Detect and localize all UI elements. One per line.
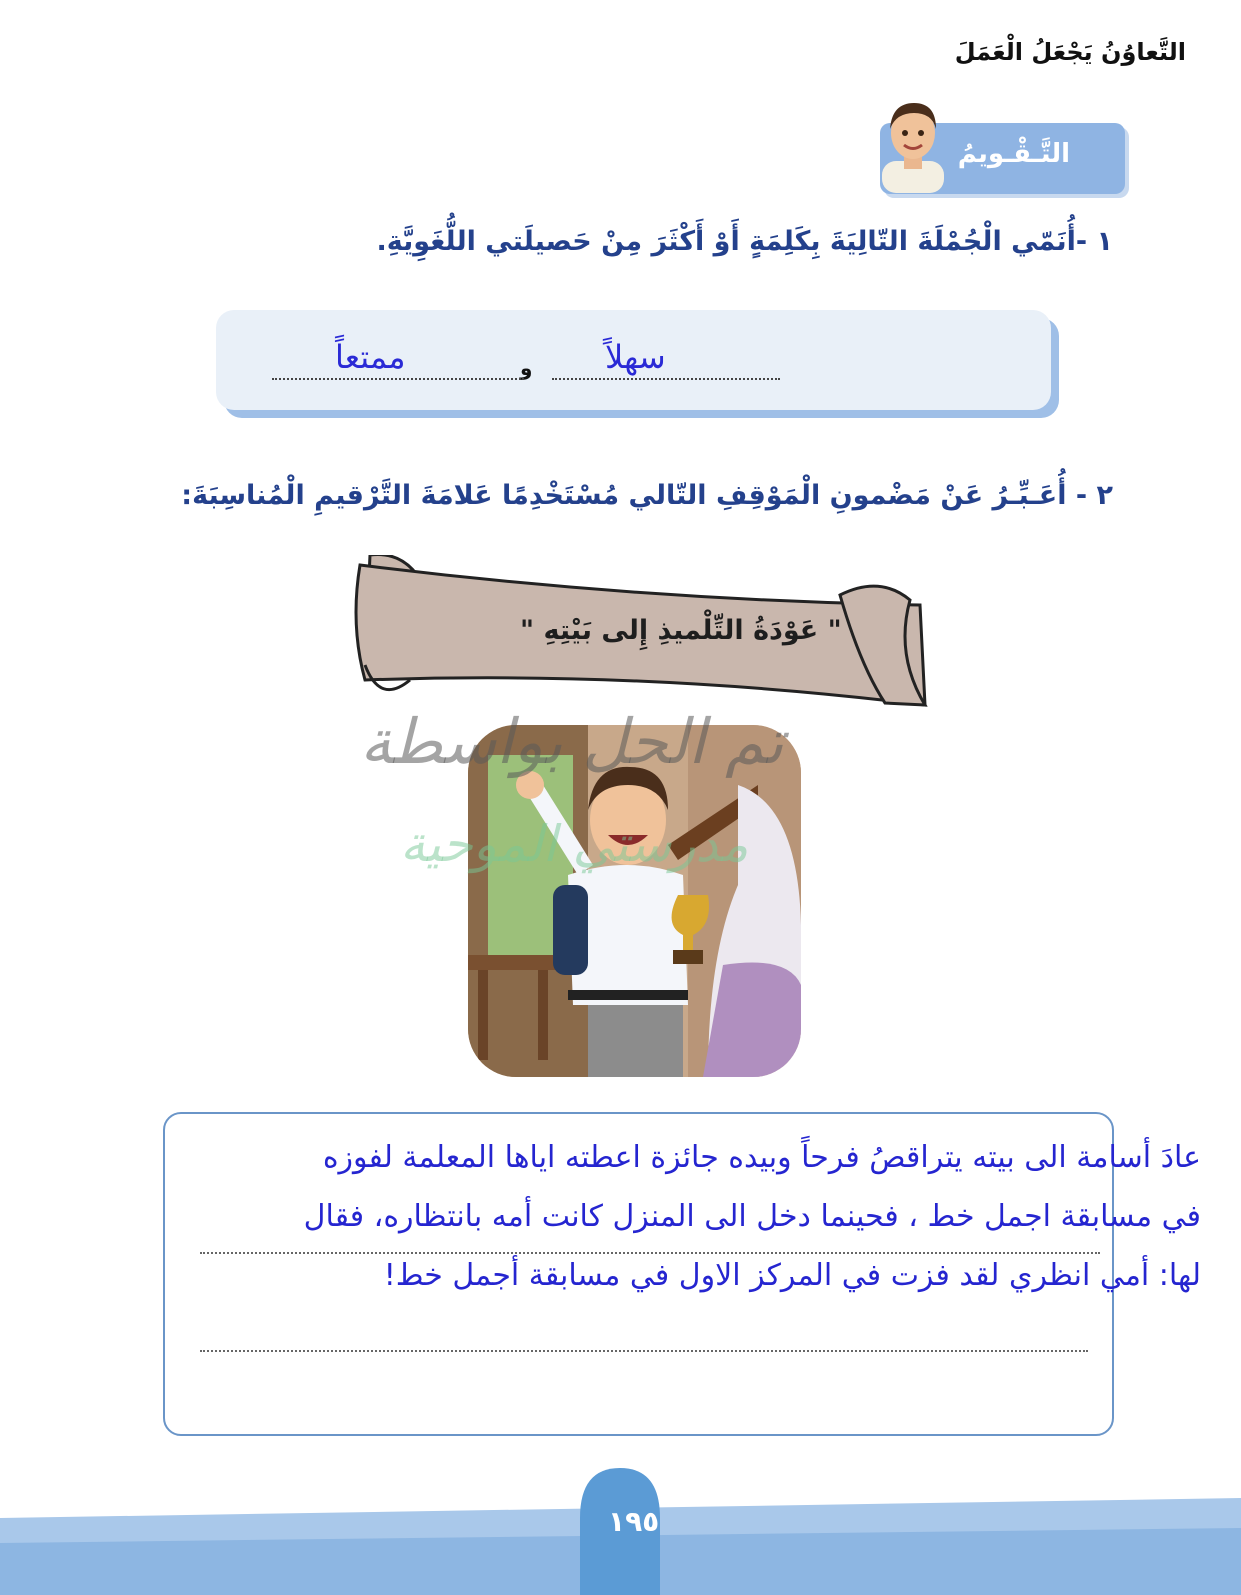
answer-word-1[interactable]: سهلاً (605, 338, 666, 376)
section-title: التَّـقْـويمُ (957, 139, 1070, 169)
answer-dotted-line-2 (200, 1350, 1088, 1352)
sentence-stem: التَّعاوُنُ يَجْعَلُ الْعَمَلَ (954, 38, 1186, 66)
watermark-line-1: تم الحل بواسطة (360, 705, 784, 778)
answer-paragraph: عادَ أسامة الى بيته يتراقصُ فرحاً وبيده جائزة اعطته اياها المعلمة لفوزه في مسابقة اجمل خط ، فحينما دخل الى المنزل كانت أمه بانتظاره، فقال لها: أمي انظري لقد فزت في المركز الاول في مسابقة أجمل خط! (303, 1140, 1201, 1293)
conjunction: و (520, 356, 533, 380)
blank-line-1 (552, 378, 780, 380)
page-number: ١٩٥ (608, 1505, 660, 1538)
blank-line-2 (272, 378, 524, 380)
boy-avatar-icon (874, 95, 952, 193)
banner-title: " عَوْدَةُ التِّلْميذِ إِلى بَيْتِهِ " (520, 615, 842, 646)
question-1: ١ -أُنَمّي الْجُمْلَةَ التّالِيَةَ بِكَلِمَةٍ أَوْ أَكْثَرَ مِنْ حَصيلَتي اللُّغَوِيَّةِ. (376, 226, 1113, 257)
section-badge (880, 123, 1125, 194)
question-2: ٢ - أُعَـبِّـرُ عَنْ مَضْمونِ الْمَوْقِفِ التّالي مُسْتَخْدِمًا عَلامَةَ التَّرْقيمِ الْمُناسِبَةَ: (181, 480, 1113, 511)
answer-word-2[interactable]: ممتعاً (335, 338, 406, 376)
watermark-line-2: مدرستي الموحية (400, 815, 749, 873)
